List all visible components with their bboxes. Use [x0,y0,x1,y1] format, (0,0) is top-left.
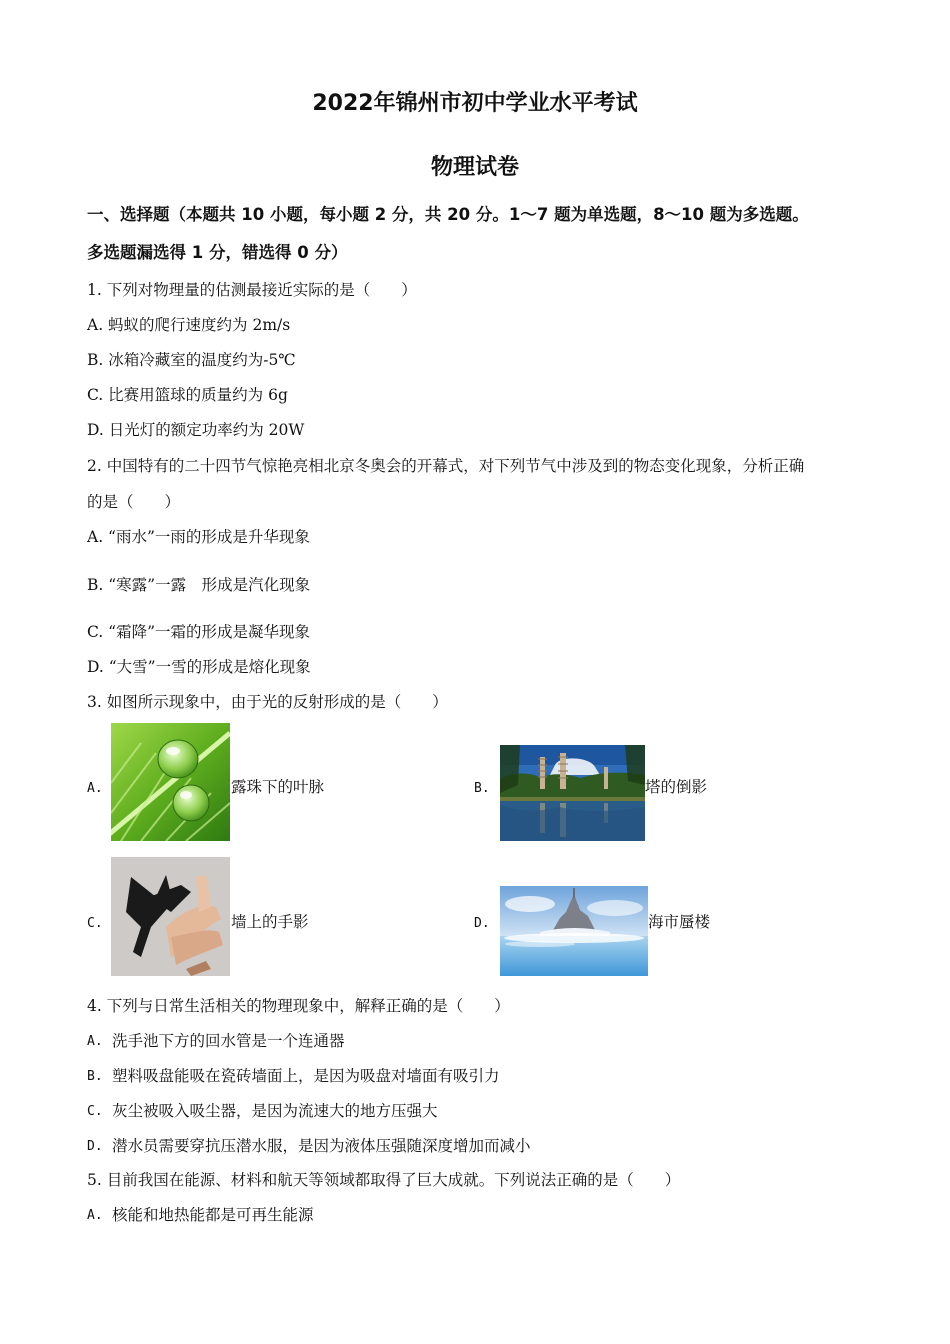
mirage-image [500,886,648,976]
q4-stem: 4. 下列与日常生活相关的物理现象中，解释正确的是（ ） [87,997,510,1015]
q2-option-b: B. “寒露”一露 形成是汽化现象 [87,576,311,594]
q5-stem: 5. 目前我国在能源、材料和航天等领域都取得了巨大成就。下列说法正确的是（ ） [87,1171,681,1189]
q4-option-a-letter: A. [87,1034,103,1049]
q2-stem-line2: 的是（ ） [87,493,181,511]
q2-option-c: C. “霜降”一霜的形成是凝华现象 [87,623,311,641]
exam-title: 2022年锦州市初中学业水平考试 [312,91,638,116]
section-header-line2: 多选题漏选得 1 分，错选得 0 分） [87,243,348,262]
q5-option-a-letter: A. [87,1208,103,1223]
exam-subtitle: 物理试卷 [430,155,519,180]
hand-shadow-image [111,857,230,976]
q4-option-d-text: 潜水员需要穿抗压潜水服，是因为液体压强随深度增加而减小 [112,1137,531,1155]
q4-option-b-letter: B. [87,1069,103,1084]
q1-option-d: D. 日光灯的额定功率约为 20W [87,421,305,439]
q5-option-a-text: 核能和地热能都是可再生能源 [112,1206,314,1224]
q1-option-b: B. 冰箱冷藏室的温度约为-5℃ [87,351,296,369]
q3-choice-c-caption: 墙上的手影 [231,913,309,931]
q3-choice-a-letter: A. [87,781,103,796]
q3-stem: 3. 如图所示现象中，由于光的反射形成的是（ ） [87,693,448,711]
q2-option-d: D. “大雪”一雪的形成是熔化现象 [87,658,311,676]
q4-option-b-text: 塑料吸盘能吸在瓷砖墙面上，是因为吸盘对墙面有吸引力 [112,1067,500,1085]
q1-option-a: A. 蚂蚁的爬行速度约为 2m/s [87,316,291,334]
q3-choice-a-caption: 露珠下的叶脉 [231,778,325,796]
q4-option-a-text: 洗手池下方的回水管是一个连通器 [112,1032,345,1050]
q1-stem: 1. 下列对物理量的估测最接近实际的是（ ） [87,281,417,299]
q4-option-d-letter: D. [87,1139,103,1154]
q2-option-a: A. “雨水”一雨的形成是升华现象 [87,528,310,546]
q3-choice-d-letter: D. [474,916,490,931]
dewdrop-leaf-image [111,723,230,841]
q2-stem-line1: 2. 中国特有的二十四节气惊艳亮相北京冬奥会的开幕式，对下列节气中涉及到的物态变化现象，分析正确 [87,457,805,475]
section-header-line1: 一、选择题（本题共 10 小题，每小题 2 分，共 20 分。1～7 题为单选题，8～10 题为多选题。 [87,205,809,224]
q4-option-c-text: 灰尘被吸入吸尘器，是因为流速大的地方压强大 [112,1102,438,1120]
q4-option-c-letter: C. [87,1104,103,1119]
q3-choice-d-caption: 海市蜃楼 [648,913,711,931]
q3-choice-b-letter: B. [474,781,490,796]
q3-choice-c-letter: C. [87,916,103,931]
pagoda-reflection-image [500,745,645,841]
q3-choice-b-caption: 塔的倒影 [645,778,708,796]
q1-option-c: C. 比赛用篮球的质量约为 6g [87,386,288,404]
